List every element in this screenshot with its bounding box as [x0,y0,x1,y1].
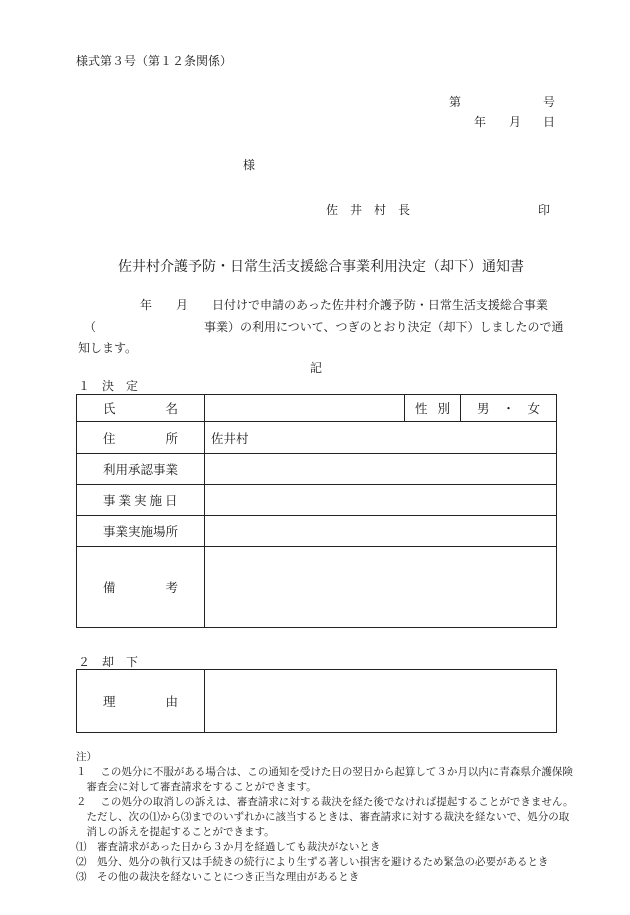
remarks-label-char-1: 備 [103,580,116,595]
document-title: 佐井村介護予防・日常生活支援総合事業利用決定（却下）通知書 [118,259,524,275]
place-field[interactable] [205,516,557,547]
name-field[interactable] [205,395,405,422]
name-label-char-2: 名 [165,401,178,416]
gender-options[interactable] [461,395,557,422]
date-month: 月 [509,115,522,129]
body-line2: 事業）の利用について、つぎのとおり決定（却下）しましたので通 [204,320,564,334]
seal-mark: 印 [538,203,551,217]
body-line1: 日付けで申請のあった佐井村介護予防・日常生活支援総合事業 [212,298,548,312]
remarks-label [77,547,205,628]
address-field[interactable] [205,422,557,454]
gender-option-female[interactable]: 女 [527,401,540,416]
note-line: ⑴ 審査請求があった日から３か月を経過しても裁決がないとき [76,841,381,853]
start-date-label: 事業実施日 [77,485,205,516]
reason-label-char-1: 理 [103,694,116,709]
note-line: ⑵ 処分、処分の執行又は手続きの続行により生ずる著しい損害を避けるため緊急の必要があるとき [76,856,549,868]
address-label [77,422,205,454]
reason-label [77,670,205,733]
body-line3: 知します。 [78,341,138,355]
date-year: 年 [474,115,487,129]
name-label-char-1: 氏 [103,401,116,416]
body-year: 年 [140,298,153,312]
note-line: 消しの訴えを提起することができます。 [76,826,275,838]
place-label: 事業実施場所 [77,516,205,547]
approved-service-field[interactable] [205,454,557,485]
note-line: ２ この処分の取消しの訴えは、審査請求に対する裁決を経た後でなければ提起することができません。 [76,796,574,808]
section2-heading: ２ 却 下 [78,655,139,669]
section1-heading: １ 決 定 [78,379,139,393]
row-start-date [77,485,557,516]
reason-label-char-2: 由 [165,694,178,709]
gender-label-char-1: 性 [415,401,428,416]
address-label-char-1: 住 [103,430,116,446]
approved-service-label: 利用承認事業 [77,454,205,485]
notes [76,750,576,885]
doc-number-suffix: 号 [543,95,556,109]
ki-mark: 記 [310,361,323,375]
note-line: 審査会に対して審査請求をすることができます。 [76,781,317,793]
form-number: 様式第３号（第１２条関係） [76,54,233,68]
gender-label-char-2: 別 [437,401,450,416]
address-value: 佐井村 [211,430,249,446]
date-day: 日 [543,115,556,129]
note-line: １ この処分に不服がある場合は、この通知を受けた日の翌日から起算して３か月以内に青森県介護保険 [76,766,573,778]
name-label [77,395,205,422]
gender-label [405,395,461,422]
decision-table [76,394,557,628]
row-reason [77,670,557,733]
addressee-suffix: 様 [243,158,256,172]
row-remarks [77,547,557,628]
body-line2-open: （ [84,320,97,334]
body-month: 月 [176,298,189,312]
row-approved-service [77,454,557,485]
notes-heading: 注） [76,751,97,763]
issuer: 佐 井 村 長 [326,203,411,217]
doc-number-prefix: 第 [449,95,462,109]
rejection-table [76,669,557,733]
reason-field[interactable] [205,670,557,733]
row-name [77,395,557,422]
gender-option-male[interactable]: 男 [477,401,490,416]
start-date-field[interactable] [205,485,557,516]
remarks-label-char-2: 考 [165,580,178,595]
remarks-field[interactable] [205,547,557,628]
address-label-char-2: 所 [165,430,178,446]
note-line: ただし、次の⑴から⑶までのいずれかに該当するときは、審査請求に対する裁決を経ないで、処分の取 [76,811,570,823]
gender-separator: ・ [502,401,515,416]
row-address [77,422,557,454]
note-line: ⑶ その他の裁決を経ないことにつき正当な理由があるとき [76,871,360,883]
row-place [77,516,557,547]
